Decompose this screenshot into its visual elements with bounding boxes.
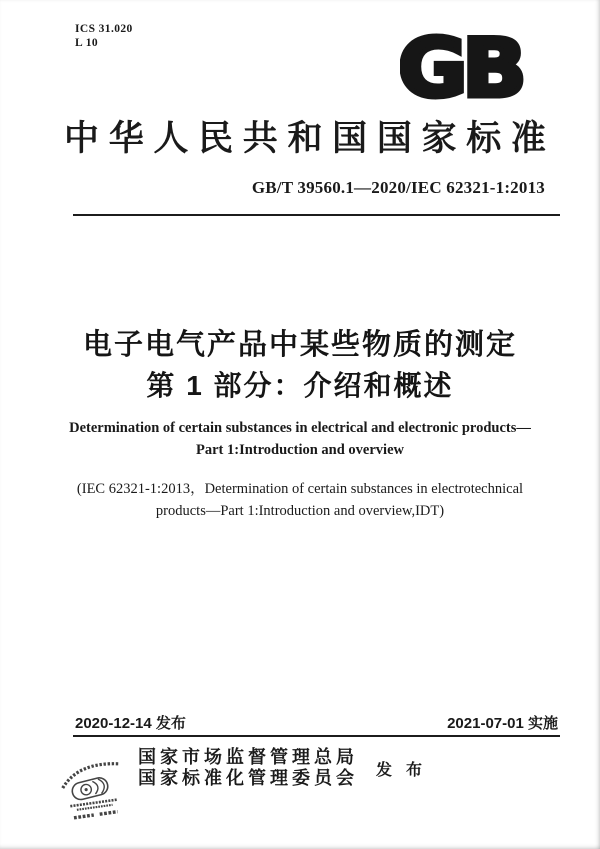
gb-logo-icon [400,30,546,108]
title-cn-line2: 第 1 部分：介绍和概述 [146,370,454,401]
publisher-line2: 国家标准化管理委员会 [137,768,358,788]
svg-text:GB: GB [400,30,522,108]
implementation-date: 2021-07-01 实施 [447,715,558,732]
standard-number: GB/T 39560.1—2020/IEC 62321-1:2013 [251,178,545,197]
publish-label: 发布 [375,761,436,779]
top-divider [73,214,560,216]
issue-date: 2020-12-14 发布 [75,715,186,732]
bottom-divider [73,735,560,737]
title-en-line2: Part 1:Introduction and overview [196,442,404,458]
ics-codes [75,23,133,50]
title-chinese [0,326,600,405]
anti-counterfeit-stamp-icon [56,756,128,820]
publisher-names [138,747,358,789]
title-cn-line1: 电子电气产品中某些物质的测定 [82,329,517,361]
ics-class-code: L 10 [75,36,99,49]
title-english [0,417,600,461]
idt-note-line1: (IEC 62321-1:2013，Determination of certain substances in electrotechnical [76,481,524,497]
national-standard-header: 中 华 人 民 共 和 国 国 家 标 准 [64,119,546,158]
idt-note-line2: products—Part 1:Introduction and overview,IDT) [155,503,445,519]
ics-number: ICS 31.020 [75,23,133,35]
idt-note [0,478,600,522]
publisher-line1: 国家市场监督管理总局 [137,747,358,767]
title-en-line1: Determination of certain substances in electrical and electronic products— [69,420,531,436]
